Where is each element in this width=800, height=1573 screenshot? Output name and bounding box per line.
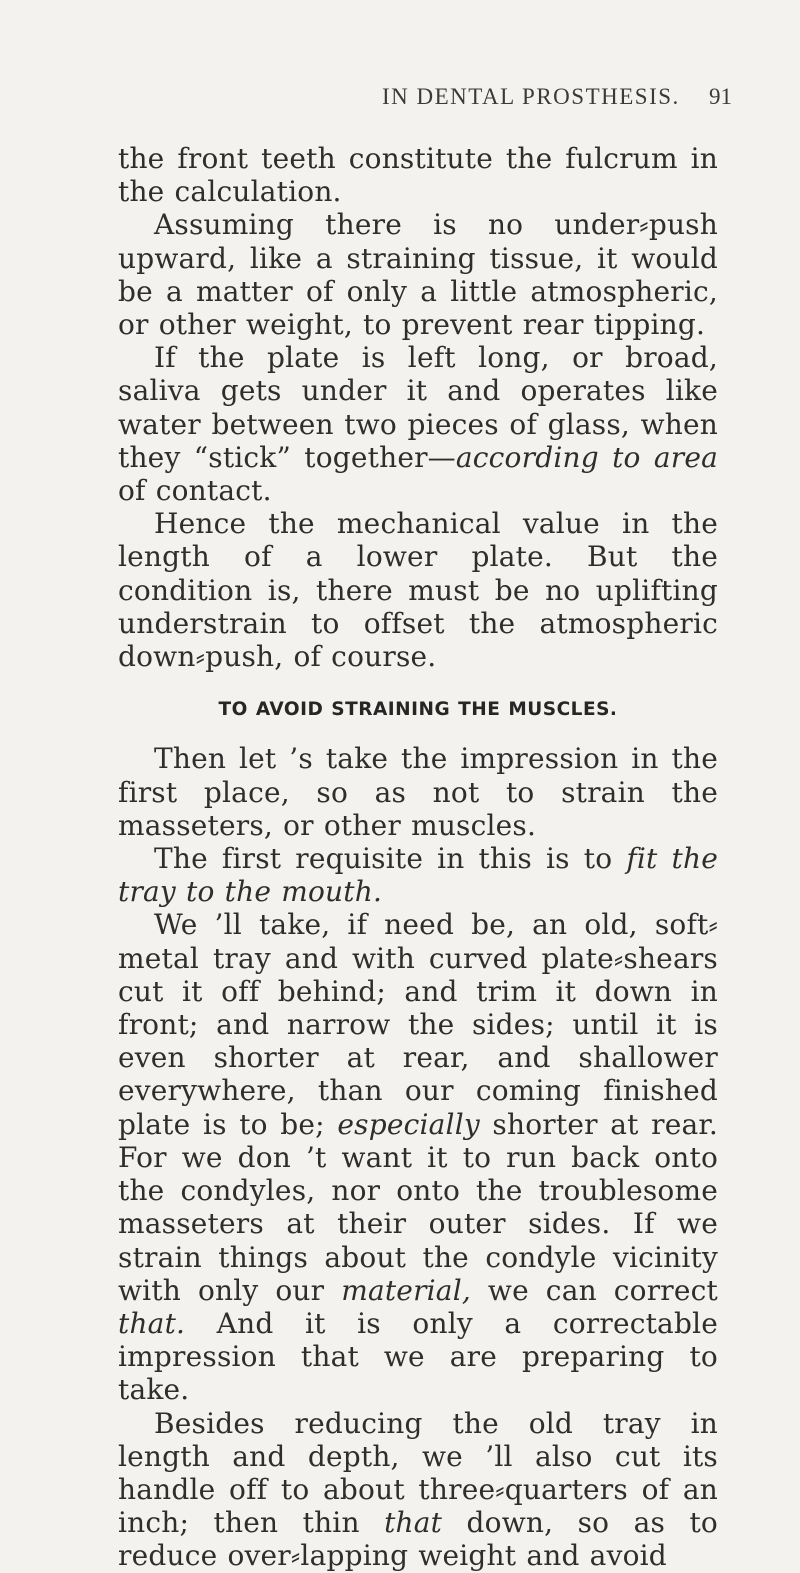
italic-text: that bbox=[384, 1506, 443, 1540]
section-paragraphs bbox=[118, 742, 718, 1572]
italic-text: that. bbox=[118, 1306, 186, 1340]
page-number: 91 bbox=[709, 84, 732, 109]
paragraph bbox=[118, 742, 718, 842]
text-run: Besides reducing the old tray in length and depth, we ’ll also cut its handle off to about three⸗quarters of an inch; then thin bbox=[118, 1406, 718, 1540]
text-run: And it is only a correctable impression that we are preparing to take. bbox=[118, 1306, 718, 1407]
text-run: Then let ’s take the impression in the first place, so as not to strain the masseters, or other muscles. bbox=[118, 742, 718, 842]
text-run: down, so as to reduce over⸗lapping weight and avoid bbox=[118, 1506, 718, 1573]
paragraph bbox=[118, 908, 718, 1406]
body-text bbox=[118, 142, 718, 1573]
text-run: We ’ll take, if need be, an old, soft⸗metal tray and with curved plate⸗shears cut it off behind; and trim it down in front; and narrow the sides; until it is even shorter at rear, and shallower everywhere, than our coming finished plate is to be; bbox=[118, 908, 718, 1141]
italic-text: according to area bbox=[455, 440, 718, 474]
text-run: The first requisite in this is to bbox=[154, 842, 627, 876]
text-run: we can correct bbox=[470, 1273, 718, 1307]
paragraph bbox=[118, 341, 718, 507]
text-run: If the plate is left long, or broad, saliva gets under it and operates like water between two pieces of glass, when they “stick” together— bbox=[118, 341, 718, 474]
text-run: shorter at rear. For we don ’t want it to run back onto the condyles, nor onto the troublesome masseters at their outer sides. If we strain things about the condyle vicinity with only our bbox=[118, 1107, 718, 1307]
paragraph bbox=[118, 208, 718, 341]
text-run: Assuming there is no under⸗push upward, like a straining tissue, it would be a matter of only a little atmospheric, or other weight, to prevent rear tipping. bbox=[118, 208, 718, 342]
intro-paragraphs bbox=[118, 142, 718, 673]
text-run: of contact. bbox=[118, 474, 272, 508]
italic-text: especially bbox=[337, 1107, 480, 1141]
paragraph bbox=[118, 507, 718, 673]
text-run: the front teeth constitute the fulcrum in the calculation. bbox=[118, 142, 718, 209]
running-head bbox=[118, 84, 732, 120]
paragraph bbox=[118, 1407, 718, 1573]
section-heading: TO AVOID STRAINING THE MUSCLES. bbox=[218, 699, 618, 721]
italic-text: material, bbox=[341, 1273, 471, 1307]
book-page bbox=[118, 84, 732, 1573]
italic-text: fit the tray to the mouth. bbox=[118, 842, 718, 909]
paragraph bbox=[118, 842, 718, 908]
running-title: IN DENTAL PROSTHESIS. bbox=[382, 84, 680, 109]
paragraph bbox=[118, 142, 718, 208]
text-run: Hence the mechanical value in the length of a lower plate. But the condition is, there must be no uplifting understrain to offset the atmospheric down⸗push, of course. bbox=[118, 507, 718, 674]
